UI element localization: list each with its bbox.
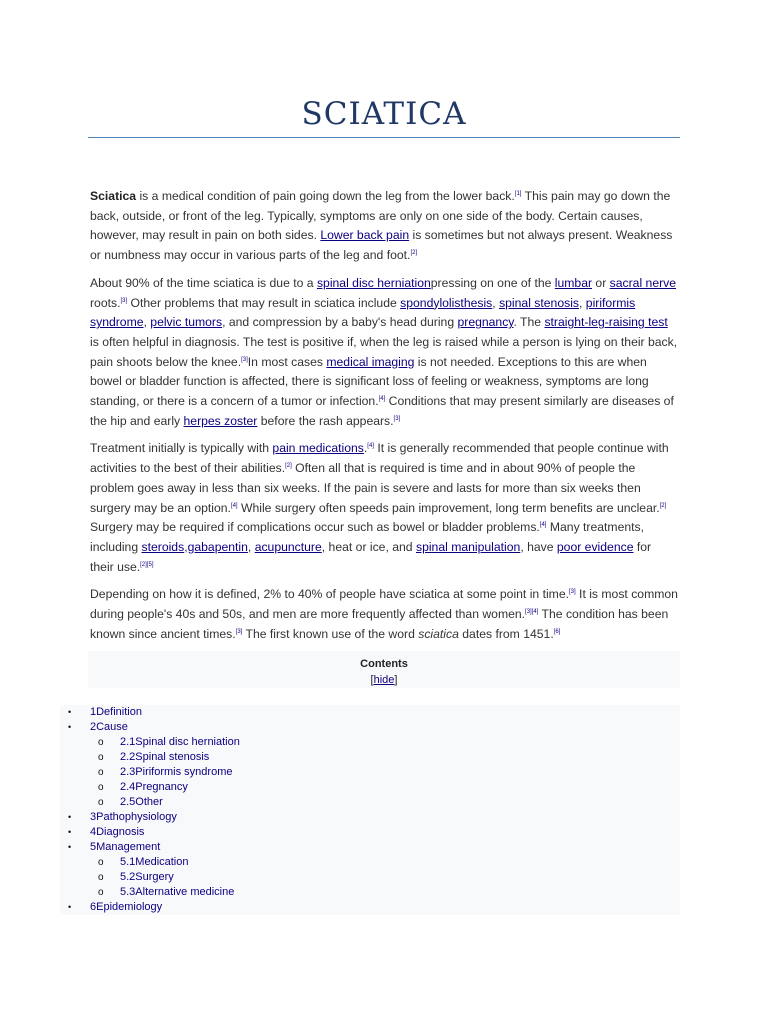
toc-item-label[interactable]: 5Management: [90, 841, 161, 853]
article-body: [90, 187, 678, 652]
link-spinal-manipulation[interactable]: spinal manipulation: [415, 539, 521, 554]
reference[interactable]: [3]: [235, 628, 243, 635]
toc-item-definition[interactable]: [60, 705, 680, 720]
text: is sometimes but not always present. Weakness or numbness may occur in various parts of the leg and foot.: [90, 228, 673, 263]
text: About 90% of the time sciatica is due to a: [90, 275, 317, 290]
link-lumbar[interactable]: lumbar: [554, 275, 593, 290]
title-divider: [88, 137, 680, 138]
link-sacral-nerve[interactable]: sacral nerve: [609, 275, 677, 290]
toc-item-label[interactable]: 2.4Pregnancy: [120, 781, 188, 793]
toc-list: [60, 705, 680, 915]
reference[interactable]: [3]: [393, 415, 401, 422]
text: Surgery may be required if complications occur such as bowel or bladder problems.: [90, 520, 540, 535]
bracket: ]: [394, 674, 398, 686]
bullet-icon: •: [68, 722, 72, 732]
link-medical-imaging[interactable]: medical imaging: [326, 354, 415, 369]
text: for their use.: [90, 539, 652, 574]
link-steroids[interactable]: steroids: [141, 539, 185, 554]
link-acupuncture[interactable]: acupuncture: [254, 539, 322, 554]
paragraph-causes: [90, 274, 678, 432]
toc-item-label[interactable]: 2.5Other: [120, 796, 163, 808]
toc-item-cause[interactable]: [60, 720, 680, 735]
link-pelvic-tumors[interactable]: pelvic tumors: [150, 315, 223, 330]
toc-hide-control: [88, 673, 680, 687]
toc-item-label[interactable]: 4Diagnosis: [90, 826, 145, 838]
page-title: SCIATICA: [301, 96, 467, 132]
toc-item-pregnancy[interactable]: [60, 780, 680, 795]
text: , have: [520, 539, 557, 554]
reference[interactable]: [4]: [539, 522, 547, 529]
text: Often all that is required is time and in about 90% of people the problem goes away in less than six weeks. If the pain is severe and lasts for more than six weeks then surgery may be an option.: [90, 461, 641, 515]
reference[interactable]: [2]: [285, 463, 292, 470]
bullet-icon: •: [68, 812, 72, 822]
reference[interactable]: [2]: [659, 502, 667, 509]
toc-item-label[interactable]: 2Cause: [90, 721, 128, 733]
text: is a medical condition of pain going down the leg from the lower back.: [136, 189, 515, 203]
reference[interactable]: [2][5]: [140, 561, 154, 568]
text: ,: [143, 315, 151, 330]
text: pressing on one of the: [430, 275, 555, 290]
link-gabapentin[interactable]: gabapentin: [187, 539, 248, 554]
reference[interactable]: [1]: [514, 191, 522, 197]
text: ,: [492, 295, 500, 310]
text: In most cases: [247, 354, 327, 369]
circle-bullet-icon: o: [98, 767, 104, 778]
link-straight-leg-raising-test[interactable]: straight-leg-raising test: [544, 315, 668, 330]
reference[interactable]: [3]: [569, 589, 576, 596]
text: Other problems that may result in sciatica include: [127, 295, 401, 310]
title-container: [88, 92, 680, 136]
link-piriformis-syndrome[interactable]: piriformis syndrome: [90, 295, 636, 330]
reference[interactable]: [4]: [378, 396, 386, 403]
text: ,: [184, 539, 188, 554]
paragraph-treatment: [90, 439, 678, 577]
text: It is generally recommended that people continue with activities to the best of their abilities.: [90, 441, 669, 476]
text: before the rash appears.: [257, 413, 394, 428]
circle-bullet-icon: o: [98, 857, 104, 868]
toc-item-piriformis-syndrome[interactable]: [60, 765, 680, 780]
link-herpes-zoster[interactable]: herpes zoster: [183, 413, 258, 428]
text: It is most common during people's 40s and 50s, and men are more frequently affected than women.: [90, 587, 678, 622]
bullet-icon: •: [68, 707, 72, 717]
circle-bullet-icon: o: [98, 797, 104, 808]
toc-item-spinal-disc-herniation[interactable]: [60, 735, 680, 750]
link-spinal-disc-herniation[interactable]: spinal disc herniation: [316, 275, 431, 290]
link-spinal-stenosis[interactable]: spinal stenosis: [499, 295, 580, 310]
link-spondylolisthesis[interactable]: spondylolisthesis: [400, 295, 493, 310]
paragraph-epidemiology: [90, 585, 678, 644]
toc-item-label[interactable]: 3Pathophysiology: [90, 811, 177, 823]
link-pain-medications[interactable]: pain medications: [272, 441, 364, 456]
toc-item-other[interactable]: [60, 795, 680, 810]
link-lower-back-pain[interactable]: Lower back pain: [320, 228, 410, 243]
toc-item-label[interactable]: 1Definition: [90, 706, 142, 718]
toc-item-diagnosis[interactable]: [60, 825, 680, 840]
text: is not needed. Exceptions to this are when bowel or bladder function is affected, there is significant loss of feeling or weakness, symptoms are long standing, or there is a concern of a tumor or infection.: [90, 354, 649, 409]
text: While surgery often speeds pain improvement, long term benefits are unclear.: [237, 500, 660, 515]
link-pregnancy[interactable]: pregnancy: [457, 315, 514, 330]
text: ,: [247, 539, 255, 554]
bracket: [: [370, 674, 374, 686]
text: The condition has been known since ancient times.: [90, 607, 669, 641]
text: , and compression by a baby's head during: [222, 315, 458, 330]
circle-bullet-icon: o: [98, 737, 104, 748]
text: is often helpful in diagnosis. The test is positive if, when the leg is raised while a person is lying on their back, pain shoots below the knee.: [90, 334, 678, 369]
toc-item-alternative-medicine[interactable]: [60, 885, 680, 900]
circle-bullet-icon: o: [98, 782, 104, 793]
reference[interactable]: [6]: [553, 628, 561, 635]
reference[interactable]: [4]: [367, 443, 374, 450]
text: .: [363, 441, 368, 456]
lead-term: Sciatica: [90, 189, 137, 203]
toc-header: [88, 651, 680, 688]
toc-item-spinal-stenosis[interactable]: [60, 750, 680, 765]
toc-item-label[interactable]: 2.2Spinal stenosis: [120, 751, 210, 763]
circle-bullet-icon: o: [98, 887, 104, 898]
text: The first known use of the word: [242, 626, 419, 641]
paragraph-intro: [90, 187, 678, 266]
text: , heat or ice, and: [321, 539, 416, 554]
toc-item-label[interactable]: 5.3Alternative medicine: [120, 886, 235, 898]
reference[interactable]: [3]: [120, 297, 128, 304]
toc-title: Contents: [360, 658, 408, 670]
toc-hide-link[interactable]: hide: [373, 674, 395, 686]
toc-item-label[interactable]: 2.3Piriformis syndrome: [120, 766, 233, 778]
text: or: [592, 275, 610, 290]
toc-item-label[interactable]: 6Epidemiology: [90, 901, 163, 913]
toc-item-label[interactable]: 5.1Medication: [120, 856, 189, 868]
reference[interactable]: [4]: [230, 502, 238, 509]
link-poor-evidence[interactable]: poor evidence: [556, 539, 634, 554]
reference[interactable]: [2]: [410, 250, 418, 257]
reference[interactable]: [3][4]: [525, 609, 539, 616]
bullet-icon: •: [68, 902, 72, 912]
text: Conditions that may present similarly are diseases of the hip and early: [90, 394, 674, 428]
toc-item-pathophysiology[interactable]: [60, 810, 680, 825]
text: dates from 1451.: [458, 626, 554, 641]
text: roots.: [90, 295, 121, 310]
text: Depending on how it is defined, 2% to 40% of people have sciatica at some point in time.: [90, 587, 569, 602]
toc-item-management[interactable]: [60, 840, 680, 855]
toc-item-label[interactable]: 5.2Surgery: [120, 871, 174, 883]
text: Many treatments, including: [90, 520, 645, 554]
text: This pain may go down the back, outside, or front of the leg. Typically, symptoms are only on one side of the body. Certain causes, however, may result in pain on both sides.: [90, 189, 671, 243]
toc-item-label[interactable]: 2.1Spinal disc herniation: [120, 736, 240, 748]
text: . The: [513, 315, 545, 330]
bullet-icon: •: [68, 827, 72, 837]
toc-item-medication[interactable]: [60, 855, 680, 870]
toc-item-surgery[interactable]: [60, 870, 680, 885]
text: Treatment initially is typically with: [90, 441, 273, 456]
bullet-icon: •: [68, 842, 72, 852]
circle-bullet-icon: o: [98, 752, 104, 763]
toc-item-epidemiology[interactable]: [60, 900, 680, 915]
circle-bullet-icon: o: [98, 872, 104, 883]
reference[interactable]: [3]: [241, 356, 248, 363]
term-sciatica: sciatica: [418, 626, 459, 641]
text: ,: [579, 295, 586, 310]
